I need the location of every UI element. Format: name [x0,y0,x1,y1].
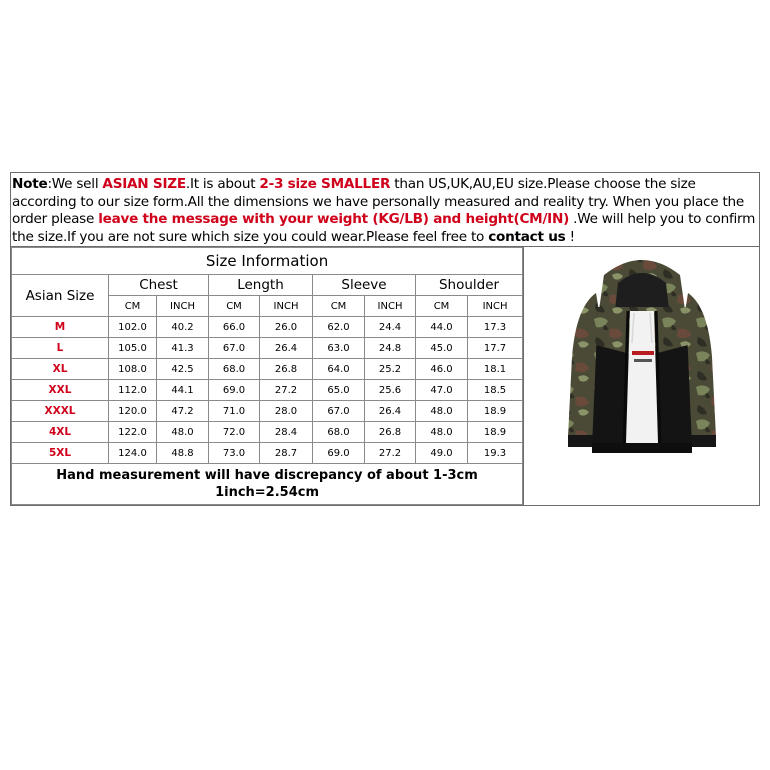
table-cell: 67.0 [313,401,365,422]
table-cell: 25.2 [365,359,416,380]
unit-header: CM [209,296,260,317]
group-header-sleeve: Sleeve [313,275,416,296]
size-table-title: Size Information [12,248,523,275]
table-cell: 28.0 [260,401,313,422]
note-text-1: :We sell [47,176,103,192]
table-cell: 28.4 [260,422,313,443]
size-label: M [12,317,109,338]
table-cell: 72.0 [209,422,260,443]
table-row [12,359,523,380]
table-cell: 18.9 [468,422,523,443]
size-note [11,173,759,247]
table-cell: 24.8 [365,338,416,359]
table-cell: 26.4 [365,401,416,422]
table-cell: 48.8 [157,443,209,464]
size-label: XXXL [12,401,109,422]
table-row [12,338,523,359]
table-cell: 120.0 [109,401,157,422]
note-asian-size: ASIAN SIZE [102,176,186,192]
table-cell: 105.0 [109,338,157,359]
table-row [12,401,523,422]
table-cell: 67.0 [209,338,260,359]
table-cell: 25.6 [365,380,416,401]
table-row [12,422,523,443]
unit-header: INCH [365,296,416,317]
product-photo-panel [523,247,759,505]
asian-size-header: Asian Size [12,275,109,317]
table-cell: 18.5 [468,380,523,401]
unit-header: CM [313,296,365,317]
footer-line-2: 1inch=2.54cm [215,485,319,500]
table-cell: 17.3 [468,317,523,338]
table-cell: 17.7 [468,338,523,359]
table-cell: 69.0 [313,443,365,464]
table-cell: 73.0 [209,443,260,464]
table-cell: 112.0 [109,380,157,401]
table-cell: 27.2 [260,380,313,401]
table-cell: 44.1 [157,380,209,401]
table-cell: 24.4 [365,317,416,338]
note-contact: contact us [488,228,566,245]
table-cell: 48.0 [416,422,468,443]
table-row [12,317,523,338]
unit-header: INCH [468,296,523,317]
table-cell: 28.7 [260,443,313,464]
table-cell: 41.3 [157,338,209,359]
jacket-hem [592,443,692,453]
jacket-inner-shirt [626,311,658,443]
unit-header: INCH [260,296,313,317]
unit-header: CM [416,296,468,317]
group-header-chest: Chest [109,275,209,296]
table-cell: 49.0 [416,443,468,464]
note-label: Note [12,176,48,192]
size-label: XL [12,359,109,380]
note-leave-message: leave the message with your weight (KG/LB) and height(CM/IN) [98,211,570,227]
table-row [12,443,523,464]
table-cell: 47.0 [416,380,468,401]
table-cell: 63.0 [313,338,365,359]
table-cell: 47.2 [157,401,209,422]
table-cell: 26.8 [260,359,313,380]
table-cell: 19.3 [468,443,523,464]
note-text-3: than US,UK,AU,EU size.Please choose the size according to our size form.All the dimensions we have personally measured and reality try. When you place the order please [12,176,745,227]
table-cell: 102.0 [109,317,157,338]
table-cell: 65.0 [313,380,365,401]
table-cell: 26.8 [365,422,416,443]
table-cell: 48.0 [416,401,468,422]
table-cell: 66.0 [209,317,260,338]
table-cell: 68.0 [313,422,365,443]
size-table [11,247,523,505]
table-cell: 64.0 [313,359,365,380]
table-cell: 26.4 [260,338,313,359]
table-cell: 71.0 [209,401,260,422]
table-cell: 68.0 [209,359,260,380]
size-label: 4XL [12,422,109,443]
table-cell: 26.0 [260,317,313,338]
table-cell: 40.2 [157,317,209,338]
footer-line-1: Hand measurement will have discrepancy of about 1-3cm [56,468,478,483]
table-cell: 27.2 [365,443,416,464]
size-chart [10,172,760,506]
note-smaller: 2-3 size SMALLER [259,176,391,192]
note-text-2: .It is about [185,176,260,192]
table-cell: 62.0 [313,317,365,338]
note-text-5: ! [565,228,575,245]
table-cell: 46.0 [416,359,468,380]
size-label: 5XL [12,443,109,464]
unit-header: CM [109,296,157,317]
group-header-length: Length [209,275,313,296]
table-cell: 18.9 [468,401,523,422]
unit-header: INCH [157,296,209,317]
table-cell: 18.1 [468,359,523,380]
table-cell: 48.0 [157,422,209,443]
jacket-illustration [524,247,760,505]
table-cell: 69.0 [209,380,260,401]
size-label: XXL [12,380,109,401]
table-cell: 122.0 [109,422,157,443]
table-cell: 45.0 [416,338,468,359]
table-cell: 124.0 [109,443,157,464]
table-row [12,380,523,401]
group-header-shoulder: Shoulder [416,275,523,296]
table-cell: 42.5 [157,359,209,380]
size-label: L [12,338,109,359]
measurement-footer [12,464,523,505]
table-cell: 108.0 [109,359,157,380]
table-cell: 44.0 [416,317,468,338]
note-text-4: .We will help you to confirm the size.If you are not sure which size you could wear.Please feel free to [12,211,756,245]
